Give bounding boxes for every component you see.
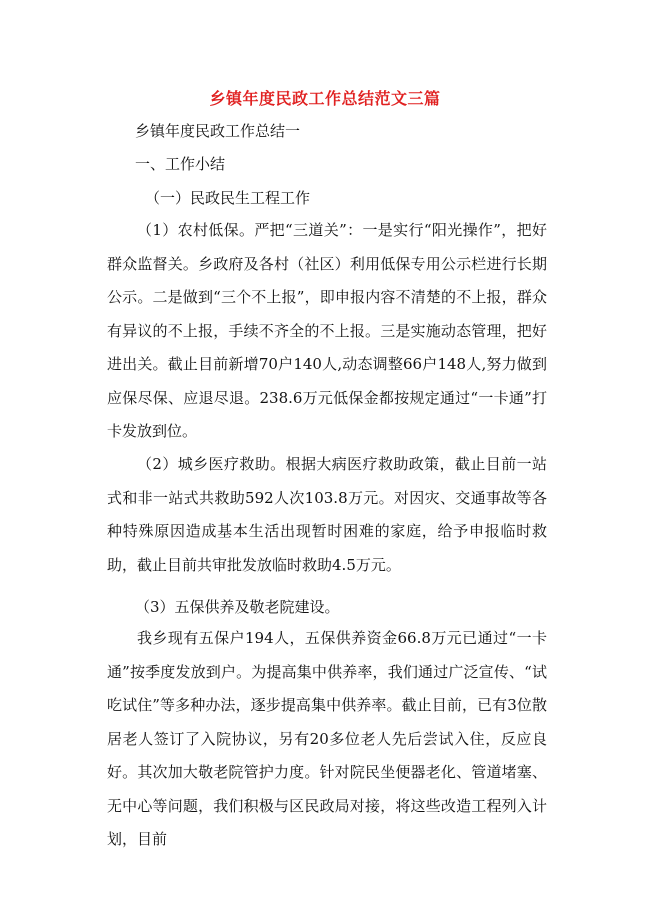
paragraph-five-guarantees: 我乡现有五保户194人，五保供养资金66.8万元已通过“一卡通”按季度发放到户。为提高集中供养率，我们通过广泛宣传、“试吃试住”等多种办法，逐步提高集中供养率。截止目前，已有3位散居老人签订了入院协议，另有20多位老人先后尝试入住，反应良好。其次加大敬老院管护力度。针对院民坐便器老化、管道堵塞、无中心等问题，我们积极与区民政局对接，将这些改造工程列入计划，目前 xyxy=(107,629,547,848)
subsection-heading: （一）民政民生工程工作 xyxy=(145,189,311,207)
paragraph-rural-subsistence: （1）农村低保。严把“三道关”：一是实行“阳光操作”，把好群众监督关。乡政府及各村（社区）利用低保专用公示栏进行长期公示。二是做到“三个不上报”，即申报内容不清楚的不上报，群众有异议的不上报，手续不齐全的不上报。三是实施动态管理，把好进出关。截止目前新增70户140人,动态调整66户148人,努力做到应保尽保、应退尽退。238.6万元低保金都按规定通过“一卡通”打卡发放到位。 xyxy=(107,221,547,440)
paragraph-heading-five-guarantees: （3）五保供养及敬老院建设。 xyxy=(135,598,340,616)
paragraph-medical-assistance: （2）城乡医疗救助。根据大病医疗救助政策，截止目前一站式和非一站式共救助592人次103.8万元。对因灾、交通事故等各种特殊原因造成基本生活出现暂时困难的家庭，给予申报临时救助，截止目前共审批发放临时救助4.5万元。 xyxy=(107,455,547,574)
document-title: 乡镇年度民政工作总结范文三篇 xyxy=(209,89,441,108)
document-subtitle: 乡镇年度民政工作总结一 xyxy=(135,122,301,140)
section-heading: 一、工作小结 xyxy=(135,155,226,173)
